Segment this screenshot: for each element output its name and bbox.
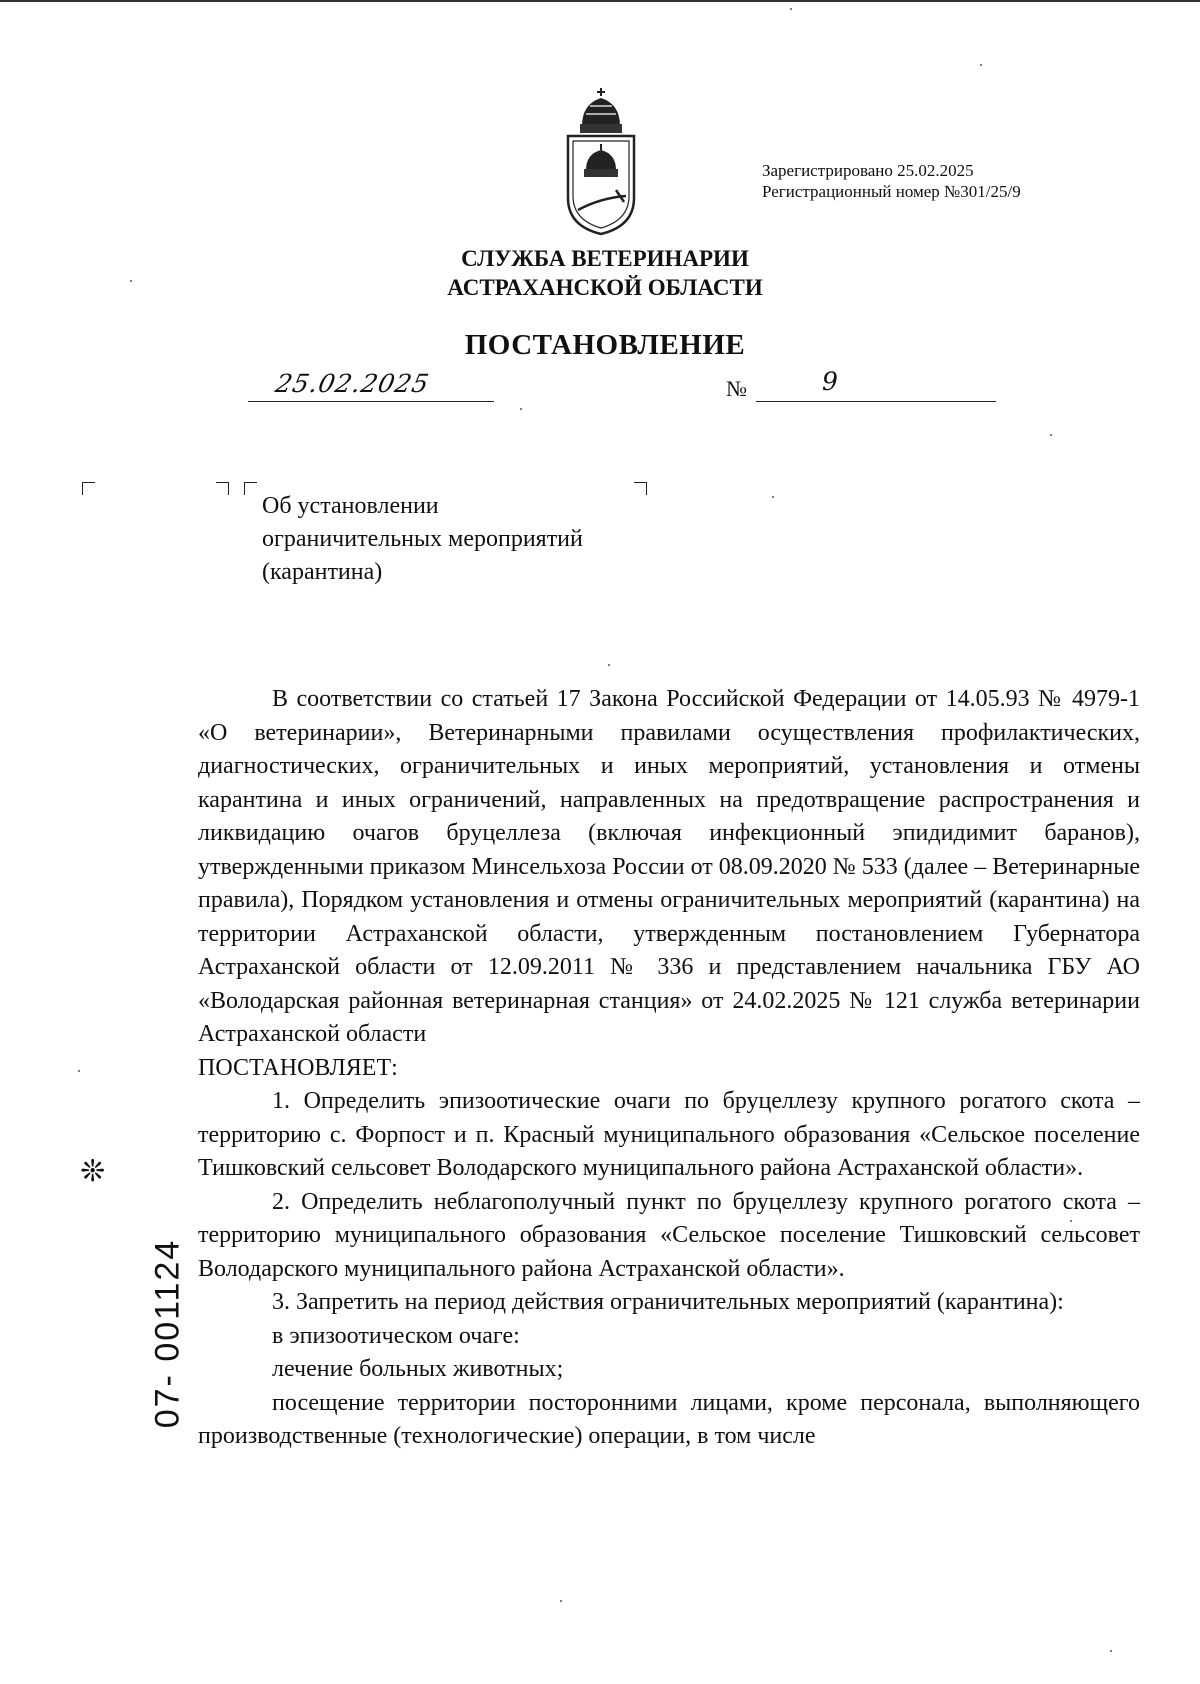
organization-line-2: АСТРАХАНСКОЙ ОБЛАСТИ [447,275,763,300]
item-2-paragraph: 2. Определить неблагополучный пункт по бруцеллезу крупного рогатого скота – территорию муниципального образования «Сельское поселение Тишковский сельсовет Володарского муниципального района Астраханской области». [198,1188,1140,1282]
preamble-paragraph: В соответствии со статьей 17 Закона Российской Федерации от 14.05.93 № 4979-1 «О ветеринарии», Ветеринарными правилами осуществления профилактических, диагностических, ограничительных и иных мероприятий, установления и отмены карантина и иных ограничений, направленных на предотвращение распространения и ликвидацию очагов бруцеллеза (включая инфекционный эпидидимит баранов), утвержденными приказом Минсельхоза России от 08.09.2020 № 533 (далее – Ветеринарные правила), Порядком установления и отмены ограничительных мероприятий (карантина) на территории Астраханской области, утвержденным постановлением Губернатора Астраханской области от 12.09.2011 № 336 и представлением начальника ГБУ АО «Володарская районная ветеринарная станция» от 24.02.2025 № 121 служба ветеринарии Астраханской области [198,686,1140,1047]
subject-line-2: ограничительных мероприятий [262,526,583,552]
treatment-ban-line: лечение больных животных; [272,1356,564,1382]
visit-ban-paragraph: посещение территории посторонними лицами, кроме персонала, выполняющего производственные (технологические) операции, в том числе [198,1389,1140,1449]
registration-number: Регистрационный номер №301/25/9 [762,182,1021,201]
scan-speck [130,280,132,282]
scan-speck [980,64,982,66]
scan-speck [790,8,792,10]
scan-speck [78,1070,80,1072]
scan-speck [1110,1650,1112,1652]
subject-line-3: (карантина) [262,559,383,585]
item-1-paragraph: 1. Определить эпизоотические очаги по бруцеллезу крупного рогатого скота – территорию с. Форпост и п. Красный муниципального образования «Сельское поселение Тишковский сельсовет Володарского муниципального района Астраханской области». [198,1088,1140,1181]
scan-speck [520,408,522,410]
number-label: № [726,376,747,401]
handwritten-number: 9 [822,367,838,396]
subject-bracket-right [634,482,647,495]
registration-stamp [762,160,1021,202]
scan-speck [772,496,774,498]
focus-heading-line: в эпизоотическом очаге: [272,1322,520,1349]
decree-word: ПОСТАНОВЛЯЕТ: [198,1054,398,1081]
scan-speck [1050,434,1052,436]
document-type-title: ПОСТАНОВЛЕНИЕ [464,329,746,361]
document-body [198,683,1140,1454]
number-underline [756,371,996,402]
registration-date: Зарегистрировано 25.02.2025 [762,161,974,180]
handwritten-date: 25.02.2025 [272,369,433,398]
item-3-paragraph: 3. Запретить на период действия ограничительных мероприятий (карантина): [272,1289,1064,1315]
margin-asterisk-mark: ❊ [80,1154,106,1189]
scan-speck [608,664,610,666]
scan-speck [1070,1220,1072,1222]
subject-bracket-left [244,482,257,495]
document-subject [262,490,583,589]
subject-bracket-right-outer [216,482,229,495]
subject-bracket-left-outer [82,482,95,495]
organization-line-1: СЛУЖБА ВЕТЕРИНАРИИ [461,246,749,271]
organization-name [330,244,880,302]
subject-line-1: Об установлении [262,493,439,519]
scan-top-edge [0,0,1200,2]
scan-speck [560,1600,562,1602]
margin-registration-number: 07- 001124 [148,1238,187,1429]
coat-of-arms-emblem [560,86,642,236]
